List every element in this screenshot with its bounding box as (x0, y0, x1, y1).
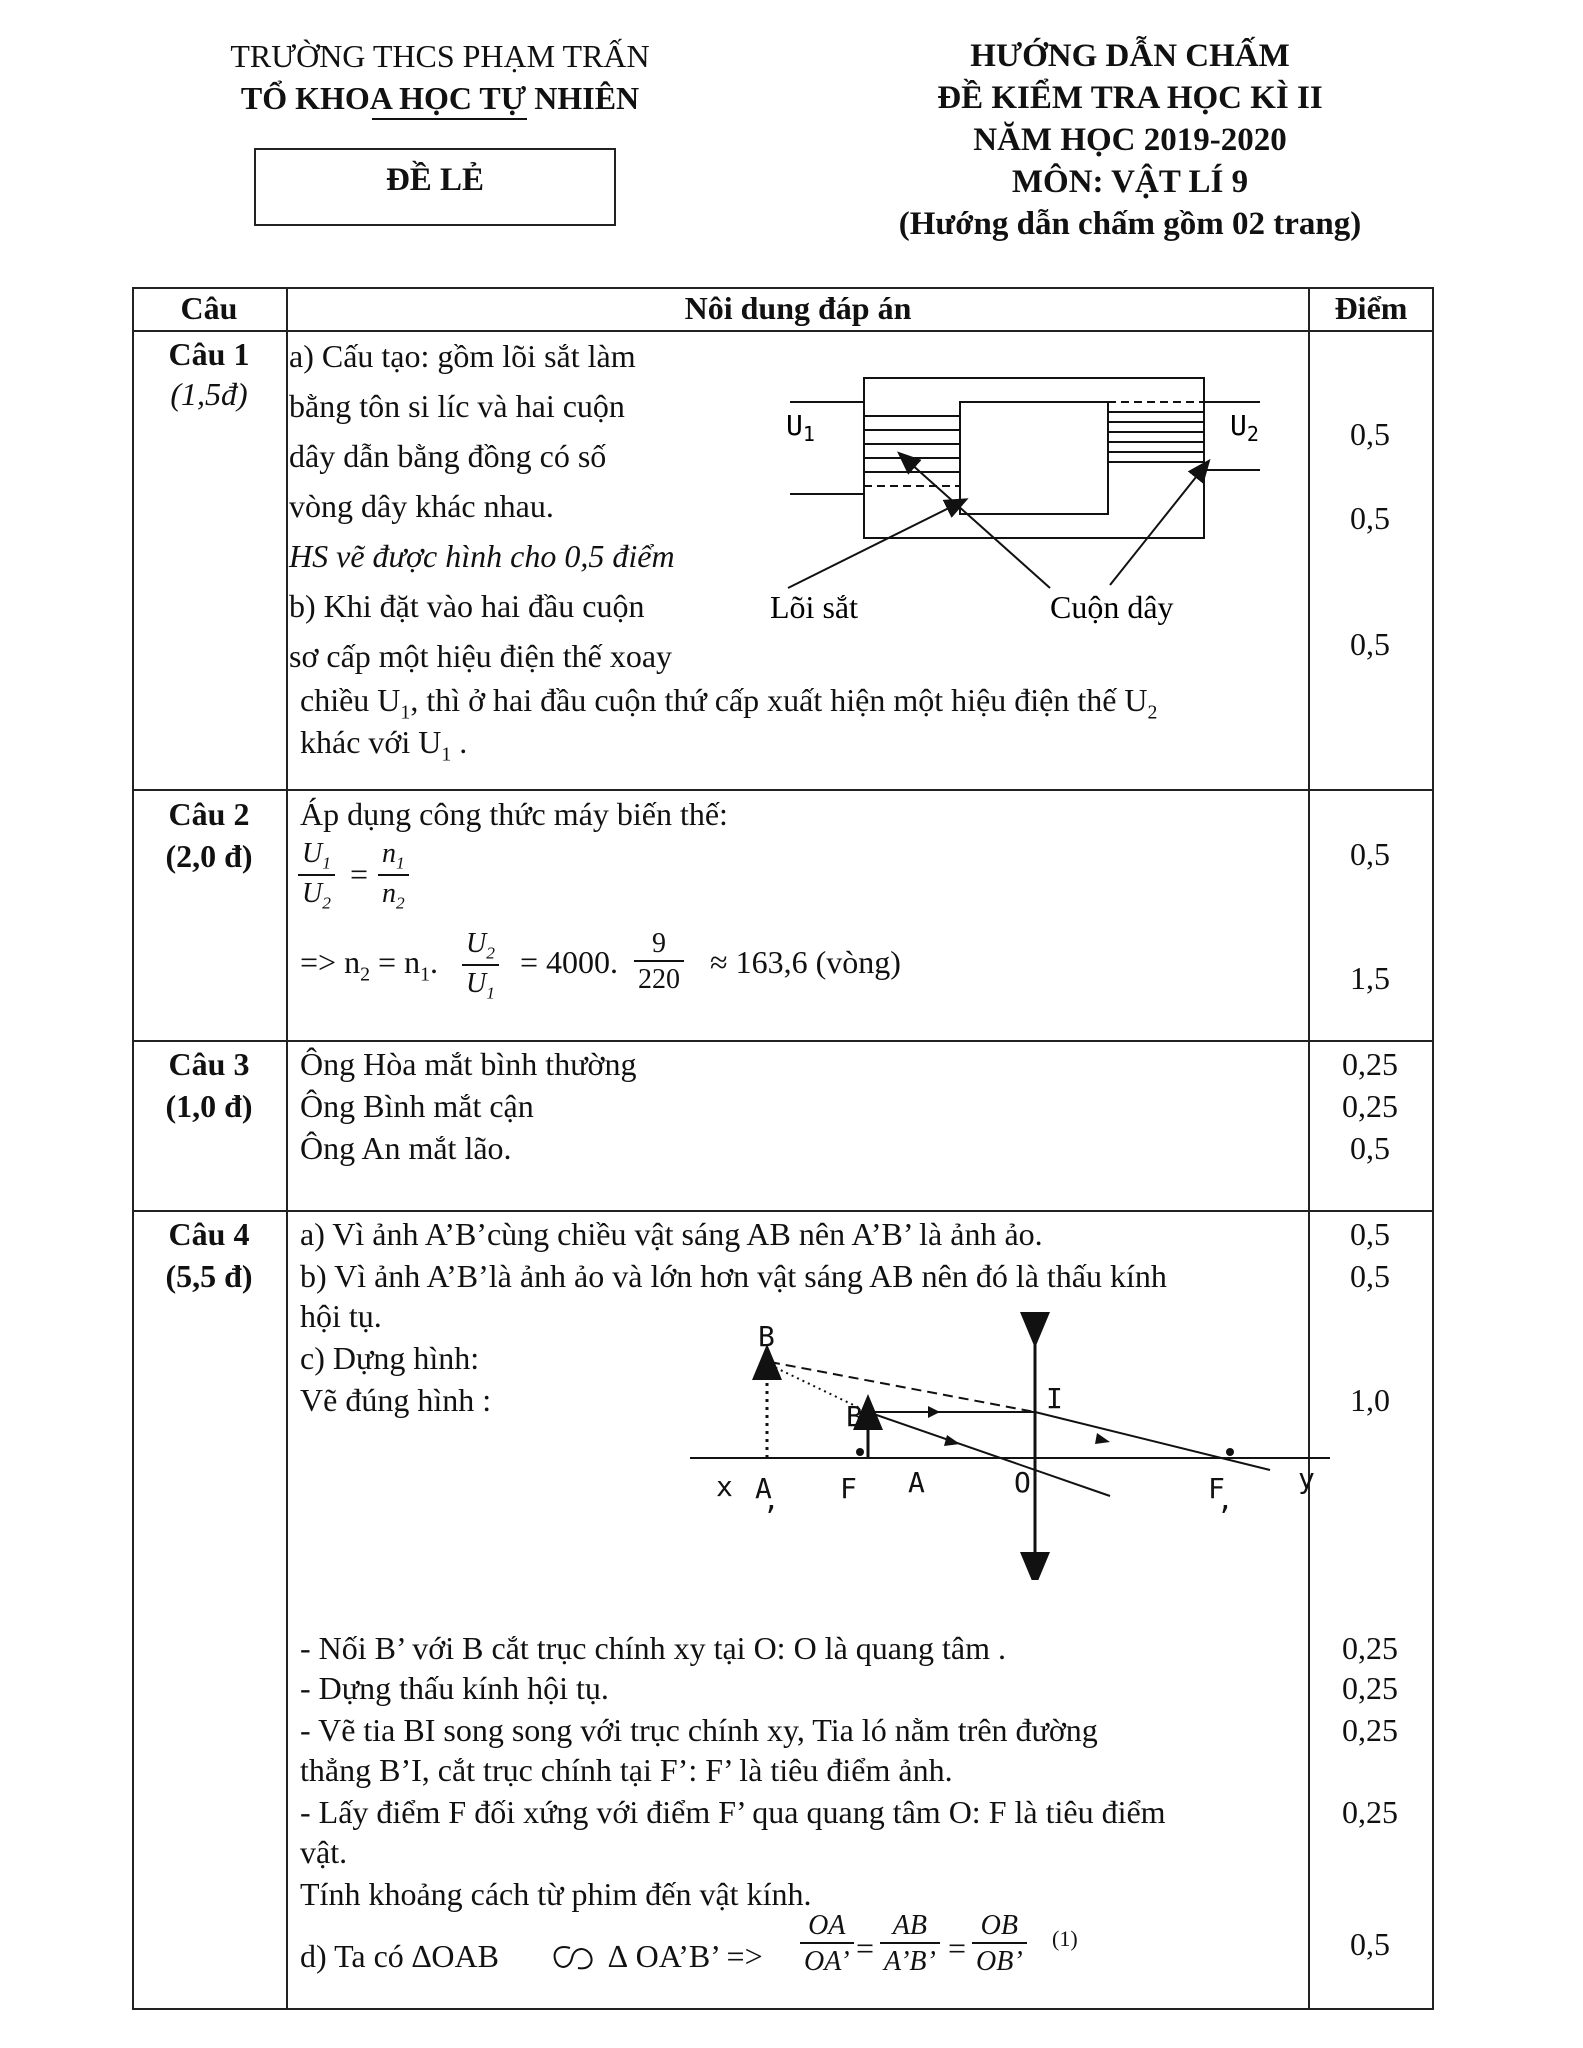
q4-score-c: 1,0 (1350, 1382, 1390, 1418)
q4-line1: a) Vì ảnh A’B’cùng chiều vật sáng AB nên A’B’ là ảnh ảo. (300, 1216, 1043, 1252)
q2-score-2: 1,5 (1350, 960, 1390, 996)
q2-line3-a: => n (300, 944, 361, 980)
q4-score-step2: 0,25 (1342, 1670, 1398, 1706)
q2-frac-u2u1 (462, 928, 499, 1003)
q2-frac2-u1-sub: 1 (486, 983, 495, 1003)
q1-label: Câu 1 (168, 336, 250, 372)
q4-line5: Vẽ đúng hình : (300, 1382, 492, 1418)
ray-O-arrow (944, 1435, 960, 1446)
q4-frac-AB (880, 1910, 940, 1978)
q4-score-a: 0,5 (1350, 1216, 1390, 1252)
department-name: TỔ KHOA HỌC TỰ NHIÊN (240, 80, 640, 116)
q4-score-step1: 0,25 (1342, 1630, 1398, 1666)
q4-eq2: = (948, 1930, 967, 1966)
q4-step1: - Nối B’ với B cắt trục chính xy tại O: O là quang tâm . (300, 1630, 1006, 1666)
ray-refracted (1035, 1412, 1270, 1470)
q1-line9 (300, 724, 467, 766)
row2-border (132, 1040, 1433, 1042)
focus-Fprime-dot (1226, 1448, 1234, 1456)
q4-points: (5,5 đ) (165, 1258, 253, 1294)
q4-frac-OB-den: OB’ (976, 1946, 1023, 1977)
q1-line7: sơ cấp một hiệu điện thế xoay (289, 638, 673, 674)
header-content: Nôi dung đáp án (684, 290, 912, 326)
q2-frac2-u2: U (466, 928, 487, 959)
label-F: F (840, 1472, 857, 1505)
q2-score-1: 0,5 (1350, 836, 1390, 872)
q1-line9-text: khác với U (300, 724, 442, 760)
q1-score-3: 0,5 (1350, 626, 1390, 662)
q2-result: ≈ 163,6 (vòng) (710, 944, 901, 980)
q4-frac-OB (972, 1910, 1027, 1978)
label-O: O (1014, 1466, 1031, 1499)
q1-line2: bằng tôn si líc và hai cuộn (289, 388, 625, 424)
q2-line3-c: = n (370, 944, 421, 980)
q2-line3-b: 2 (360, 963, 371, 986)
q4-line4: c) Dựng hình: (300, 1340, 480, 1376)
label-F-prime-mark: ’ (1216, 1500, 1233, 1533)
q3-line3: Ông An mắt lão. (300, 1130, 512, 1166)
label-F-prime: F (1208, 1472, 1225, 1505)
table-top-border (132, 287, 1433, 289)
q1-line1: a) Cấu tạo: gồm lõi sắt làm (289, 338, 636, 374)
q4-step4: - Lấy điểm F đối xứng với điểm F’ qua quang tâm O: F là tiêu điểm (300, 1794, 1166, 1830)
q2-label: Câu 2 (168, 796, 250, 832)
label-A-prime: A (755, 1472, 772, 1505)
u2-label: $U_2$ (1230, 409, 1259, 446)
label-B-top: B (758, 1320, 775, 1353)
school-year: NĂM HỌC 2019-2020 (973, 122, 1287, 158)
q2-frac-n1-sub: 1 (396, 853, 405, 873)
table-bottom-border (132, 2008, 1433, 2010)
paper-code-box (254, 148, 616, 226)
subject: MÔN: VẬT LÍ 9 (1011, 164, 1249, 200)
q1-line3: dây dẫn bằng đồng có số (289, 438, 607, 474)
q2-frac-n2: n (382, 877, 396, 909)
q2-frac-n2-sub: 2 (396, 893, 405, 913)
q2-line3-d: 1 (420, 963, 430, 986)
q1-line9-end: . (451, 724, 468, 760)
q4-step6a: d) Ta có ∆OAB (300, 1938, 499, 1974)
q4-frac-AB-num: AB (880, 1910, 940, 1944)
q1-line8-text2: , thì ở hai đầu cuộn thứ cấp xuất hiện một hiệu điện thế U (410, 682, 1148, 718)
q1-line8-text: chiều U (300, 682, 401, 718)
q3-line2: Ông Bình mắt cận (300, 1088, 534, 1124)
core-label: Lõi sắt (770, 589, 858, 625)
label-y: y (1298, 1462, 1315, 1495)
lens-diagram (690, 1310, 1330, 1580)
q2-frac-u2: U (302, 877, 323, 909)
q3-score-1: 0,25 (1342, 1046, 1398, 1082)
department-underline (372, 118, 527, 120)
table-left-border (132, 287, 134, 2010)
table-header-border (132, 330, 1433, 332)
u1-label: $U_1$ (786, 409, 815, 446)
q3-points: (1,0 đ) (165, 1088, 253, 1124)
q4-frac-OB-num: OB (972, 1910, 1027, 1944)
q2-frac-n (378, 838, 409, 913)
q1-line6: b) Khi đặt vào hai đầu cuộn (289, 588, 645, 624)
q4-frac-OA-den: OA’ (804, 1946, 850, 1977)
q1-score-2: 0,5 (1350, 500, 1390, 536)
q4-step6b: ∆ OA’B’ => (608, 1938, 763, 1974)
paper-code: ĐỀ LẺ (385, 162, 485, 198)
q3-label: Câu 3 (168, 1046, 250, 1082)
q2-frac-u (298, 838, 335, 913)
ray-BI-arrow (928, 1406, 940, 1418)
q2-equals: = (350, 856, 369, 892)
label-I: I (1046, 1382, 1063, 1415)
q4-line2: b) Vì ảnh A’B’là ảnh ảo và lớn hơn vật sáng AB nên đó là thấu kính (300, 1258, 1167, 1294)
q4-step3: - Vẽ tia BI song song với trục chính xy, Tia ló nằm trên đường (300, 1712, 1098, 1748)
coil-label: Cuộn dây (1050, 589, 1174, 625)
q2-line1: Áp dụng công thức máy biến thế: (300, 796, 728, 832)
primary-coil (790, 402, 960, 494)
label-B: B (846, 1400, 863, 1433)
q1-line8 (300, 682, 1157, 724)
q4-eq-number: (1) (1052, 1926, 1078, 1951)
q1-points: (1,5đ) (170, 376, 248, 412)
q4-eq1: = (856, 1930, 875, 1966)
q2-frac-n1: n (382, 838, 396, 869)
similar-symbol-icon (548, 1940, 598, 1976)
q4-score-b: 0,5 (1350, 1258, 1390, 1294)
q4-label: Câu 4 (168, 1216, 250, 1252)
q4-line3: hội tụ. (300, 1298, 382, 1334)
q2-den220: 220 (638, 964, 680, 995)
q1-score-1: 0,5 (1350, 416, 1390, 452)
q2-line3-e: . (429, 944, 438, 980)
q4-step2: - Dựng thấu kính hội tụ. (300, 1670, 609, 1706)
transformer-diagram (760, 360, 1280, 630)
row3-border (132, 1210, 1433, 1212)
q4-score-d: 0,5 (1350, 1926, 1390, 1962)
virtual-ray-1 (770, 1362, 1035, 1412)
focus-F-dot (856, 1448, 864, 1456)
q4-score-step4: 0,25 (1342, 1794, 1398, 1830)
q2-frac2-u2-sub: 2 (486, 943, 495, 963)
table-col1-border (286, 287, 288, 2010)
ray-through-O (868, 1412, 1110, 1496)
page-count-note: (Hướng dẫn chấm gồm 02 trang) (898, 206, 1362, 242)
school-name: TRƯỜNG THCS PHẠM TRẤN (230, 38, 650, 74)
q1-line9-sub: 1 (441, 743, 452, 766)
q1-line4: vòng dây khác nhau. (289, 488, 554, 524)
q2-points: (2,0 đ) (165, 838, 253, 874)
exam-title: ĐỀ KIỂM TRA HỌC KÌ II (937, 80, 1323, 116)
label-A: A (908, 1466, 925, 1499)
header-score: Điểm (1334, 290, 1408, 326)
q2-line3 (300, 944, 438, 986)
q1-line8-sub1: 1 (400, 701, 411, 724)
q1-line8-sub2: 2 (1147, 701, 1158, 724)
q2-frac-u1-sub: 1 (322, 853, 331, 873)
core-inner (960, 402, 1108, 514)
header-question: Câu (180, 290, 238, 326)
q2-frac-u1: U (302, 838, 323, 869)
row1-border (132, 789, 1433, 791)
q4-score-step3: 0,25 (1342, 1712, 1398, 1748)
q2-frac-9-220 (634, 928, 684, 996)
q2-frac-u2-sub: 2 (322, 893, 331, 913)
doc-title: HƯỚNG DẪN CHẤM (970, 38, 1290, 74)
q3-score-2: 0,25 (1342, 1088, 1398, 1124)
q2-frac2-u1: U (466, 967, 487, 999)
q3-score-3: 0,5 (1350, 1130, 1390, 1166)
q2-result-mult: = 4000. (520, 944, 619, 980)
q4-step5: Tính khoảng cách từ phim đến vật kính. (300, 1876, 812, 1912)
q1-line5: HS vẽ được hình cho 0,5 điểm (289, 538, 675, 574)
q3-line1: Ông Hòa mắt bình thường (300, 1046, 637, 1082)
label-x: x (716, 1470, 733, 1503)
q4-frac-OA (800, 1910, 854, 1978)
q4-step3b: thẳng B’I, cắt trục chính tại F’: F’ là tiêu điểm ảnh. (300, 1752, 953, 1788)
ray-refracted-arrow (1095, 1433, 1110, 1444)
q4-step4b: vật. (300, 1834, 348, 1870)
q4-frac-OA-num: OA (800, 1910, 854, 1944)
label-arrows (788, 454, 1208, 588)
q2-num9: 9 (634, 928, 684, 962)
label-A-prime-mark: ’ (762, 1500, 779, 1533)
q4-frac-AB-den: A’B’ (884, 1946, 936, 1977)
